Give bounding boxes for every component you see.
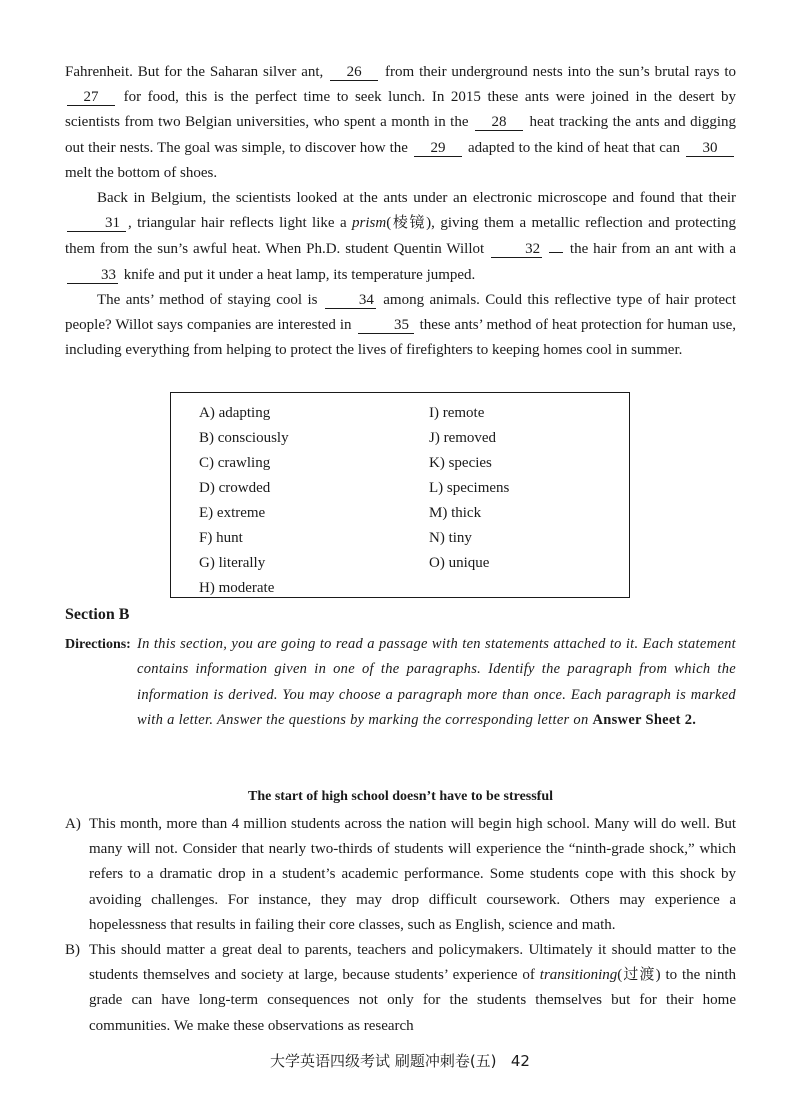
passage-text: , triangular hair reflects light like a [128,215,347,232]
passage-text: from their underground nests into the sun’s brutal rays to [385,64,737,80]
blank-32[interactable]: 32 [491,241,542,258]
blank-33[interactable]: 33 [67,267,118,284]
word-option[interactable]: C) crawling [199,455,271,471]
directions-text [137,632,736,733]
passage-paragraph-2 [65,186,736,288]
passage-text: melt the bottom of shoes. [65,164,218,181]
word-option[interactable]: E) extreme [199,505,266,521]
word-option[interactable]: N) tiny [429,530,472,546]
word-option[interactable]: O) unique [429,555,490,571]
blank-31[interactable]: 31 [67,215,126,232]
passage-text: these ants’ method of heat protection for human use, including everything from helping to protect the lives of firefighters to keeping homes cool in summer. [65,317,736,359]
passage-text: (棱镜), giving them a metallic reflection and protecting them from the sun’s awful heat. When Ph.D. student Quentin Willot [65,215,736,258]
blank-30[interactable]: 30 [686,140,734,157]
passage-text: the hair from an ant with a [569,241,737,258]
paragraph-b [65,938,736,1039]
blank-34[interactable]: 34 [325,292,376,309]
passage-text: knife and put it under a heat lamp, its temperature jumped. [123,266,476,283]
passage-paragraph-3 [65,288,736,364]
blank-32-continuation [549,236,563,253]
blank-35[interactable]: 35 [358,317,414,334]
footer-title: 大学英语四级考试 刷题冲刺卷(五) [270,1052,497,1070]
word-option[interactable]: F) hunt [199,530,243,546]
paragraph-text: This should matter a great deal to parents, teachers and policymakers. Ultimately it should matter to the students themselves and society at large, because students’ experience of [89,942,736,984]
word-option[interactable]: L) specimens [429,480,510,496]
passage-text: The ants’ method of staying cool is [97,291,318,308]
word-bank [170,392,630,598]
passage-text: Back in Belgium, the scientists looked at the ants under an electronic microscope and found that their [97,190,736,207]
directions [65,632,736,733]
word-option[interactable]: M) thick [429,505,482,521]
paragraph-text: This month, more than 4 million students across the nation will begin high school. Many will do well. But many will not. Consider that nearly two-thirds of students will experience the “ninth-grade shock,” which refers to a dramatic drop in a student’s academic performance. Some students cope with this shock by avoiding challenges. For instance, they may drop difficult coursework. Others may experience a hopelessness that results in failing their core classes, such as English, science and math. [89,816,736,933]
passage-text: for food, this is the perfect time to seek lunch. In 2015 these ants were joined in the desert by scientists from two Belgian universities, who spent a month in the [65,89,736,131]
blank-27[interactable]: 27 [67,89,115,106]
passage-title: The start of high school doesn’t have to be stressful [247,789,554,804]
directions-label: Directions: [65,637,131,652]
word-option[interactable]: G) literally [199,555,266,571]
italic-term: prism [352,215,387,232]
passage-text: heat tracking the ants and digging out their nests. The goal was simple, to discover how the [65,114,737,156]
word-option[interactable]: H) moderate [199,580,275,596]
cloze-passage [65,60,736,363]
blank-29[interactable]: 29 [414,140,462,157]
paragraph-list [65,812,736,1039]
page-number: 42 [510,1052,530,1070]
word-option[interactable]: A) adapting [199,405,271,421]
italic-term: transitioning [539,967,618,984]
paragraph-label: A) [65,816,81,832]
word-bank-left-column [199,401,289,601]
word-bank-right-column [429,401,509,576]
passage-text: adapted to the kind of heat that can [467,139,681,156]
answer-sheet-ref: Answer Sheet 2 [592,711,693,728]
word-option[interactable]: I) remote [429,405,485,421]
directions-body: In this section, you are going to read a passage with ten statements attached to it. Each statement contains information given in one of the paragraphs. Identify the paragraph from which the information is derived. You may choose a paragraph more than once. Each paragraph is marked with a letter. Answer the questions by marking the corresponding letter on [137,636,736,728]
word-option[interactable]: B) consciously [199,430,289,446]
blank-26[interactable]: 26 [330,64,378,81]
page-footer [0,1050,800,1071]
section-heading: Section B [65,606,130,623]
word-option[interactable]: D) crowded [199,480,271,496]
paragraph-a [65,812,736,938]
passage-text: Fahrenheit. But for the Saharan silver ant, [65,64,324,80]
blank-28[interactable]: 28 [475,114,523,131]
passage-text: among animals. Could this reflective type of hair protect people? Willot says companies are interested in [65,291,736,334]
paragraph-text: (过渡) to the ninth grade can have long-term consequences not only for the students themselves but for their home communities. We make these observations as research [89,967,736,1034]
word-option[interactable]: K) species [429,455,492,471]
paragraph-label: B) [65,942,80,959]
passage-paragraph-1 [65,60,736,186]
directions-end: . [692,711,697,728]
word-option[interactable]: J) removed [429,430,497,446]
